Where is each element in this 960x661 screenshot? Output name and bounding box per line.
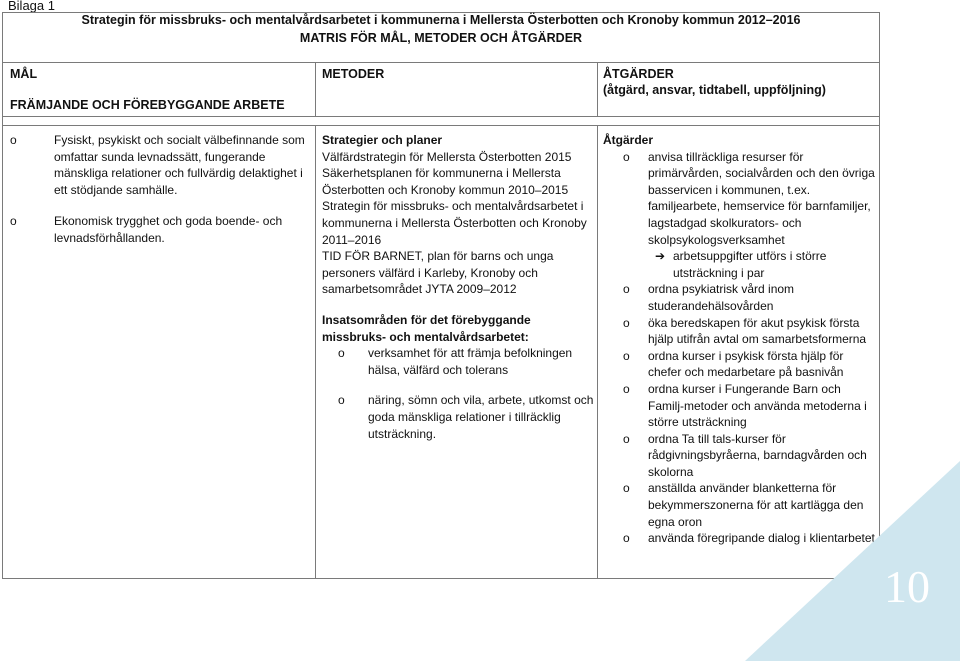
plan-line: Välfärdstrategin för Mellersta Österbotten 2015 [322, 149, 572, 164]
bullet-icon: o [623, 348, 630, 363]
appendix-label: Bilaga 1 [8, 0, 55, 13]
plan-line: Säkerhetsplanen för kommunerna i Mellersta Österbotten och Kronoby kommun 2010–2015 [322, 166, 569, 197]
divider-section [3, 116, 879, 117]
action-text: öka beredskapen för akut psykisk första hjälp utifrån avtal om samarbetsformerna [648, 315, 867, 347]
methods-column [322, 132, 597, 456]
page-number: 10 [884, 561, 930, 612]
bullet-icon: o [10, 133, 17, 147]
action-arrow-item [603, 248, 878, 281]
action-item [603, 348, 878, 381]
goal-item [10, 132, 310, 198]
header-mal: MÅL [10, 67, 38, 81]
header-metoder: METODER [322, 67, 385, 81]
arrow-right-icon: ➔ [655, 249, 666, 264]
header-atgarder: ÅTGÄRDER [603, 67, 674, 81]
action-text: arbetsuppgifter utförs i större utsträckning i par [673, 249, 827, 280]
goals-column [10, 132, 310, 262]
action-text: ordna Ta till tals-kurser för rådgivningsbyråerna, barndagvården och skolorna [648, 431, 867, 479]
divider-body [3, 125, 879, 126]
divider-col-2b [597, 125, 598, 578]
focus-areas-heading: Insatsområden för det förebyggande missbruks- och mentalvårdsarbetet: [322, 312, 531, 344]
action-item [603, 315, 878, 348]
focus-item [322, 392, 597, 442]
bullet-icon: o [623, 381, 630, 396]
bullet-icon: o [338, 393, 345, 408]
focus-text: verksamhet för att främja befolkningen hälsa, välfärd och tolerans [368, 346, 573, 377]
action-text: använda föregripande dialog i klientarbetet [648, 531, 875, 546]
goal-item [10, 213, 310, 246]
plan-line: Strategin för missbruks- och mentalvårdsarbetet i kommunerna i Mellersta Österbotten och Kronoby 2011–2016 [322, 199, 587, 247]
bullet-icon: o [623, 431, 630, 446]
goal-text: Ekonomisk trygghet och goda boende- och levnadsförhållanden. [54, 214, 283, 245]
bullet-icon: o [10, 214, 17, 229]
bullet-icon: o [623, 481, 630, 496]
bullet-icon: o [623, 282, 630, 297]
divider-col-1b [315, 125, 316, 578]
action-item [603, 381, 878, 431]
plan-line: TID FÖR BARNET, plan för barns och unga personers välfärd i Karleby, Kronoby och samarbetsområdet JYTA 2009–2012 [322, 249, 554, 297]
action-item [603, 149, 878, 249]
goal-text: Fysiskt, psykiskt och socialt välbefinnande som omfattar sunda levnadssätt, fungerande mänskliga relationer och fullvärdig delaktighet i ett stödjande samhälle. [54, 133, 305, 197]
action-item [603, 281, 878, 314]
divider-col-2a [597, 62, 598, 116]
section-heading: FRÄMJANDE OCH FÖREBYGGANDE ARBETE [10, 98, 285, 112]
action-text: anställda använder blanketterna för bekymmerszonerna för att kartlägga den egna oron [648, 481, 864, 529]
divider-col-1a [315, 62, 316, 116]
divider-title [3, 62, 879, 63]
document-title: Strategin för missbruks- och mentalvårdsarbetet i kommunerna i Mellersta Österbotten och Kronoby kommun 2012–2016 [81, 13, 801, 27]
action-text: ordna kurser i Fungerande Barn och Familj-metoder och använda metoderna i större utsträckning [648, 381, 867, 430]
bullet-icon: o [623, 531, 630, 546]
bullet-icon: o [623, 315, 630, 330]
action-text: ordna psykiatrisk vård inom studerandehälsovården [648, 282, 795, 313]
bullet-icon: o [623, 149, 630, 164]
focus-text: näring, sömn och vila, arbete, utkomst och goda mänskliga relationer i tillräcklig utsträckning. [368, 393, 594, 441]
bullet-icon: o [338, 346, 345, 361]
action-text: ordna kurser i psykisk första hjälp för chefer och medarbetare på basnivån [648, 348, 844, 380]
focus-item [322, 345, 597, 378]
document-subtitle: MATRIS FÖR MÅL, METODER OCH ÅTGÄRDER [299, 31, 583, 45]
action-text: anvisa tillräckliga resurser för primärvården, socialvården och den övriga basservicen i kommunen, t.ex. familjearbete, hemservice för barnfamiljer, lagstadgad skolkurators- och skolpsykologsverksamhet [648, 149, 875, 247]
actions-heading: Åtgärder [603, 133, 654, 147]
header-atgarder-sub: (åtgärd, ansvar, tidtabell, uppföljning) [603, 83, 826, 97]
methods-heading: Strategier och planer [322, 133, 443, 147]
